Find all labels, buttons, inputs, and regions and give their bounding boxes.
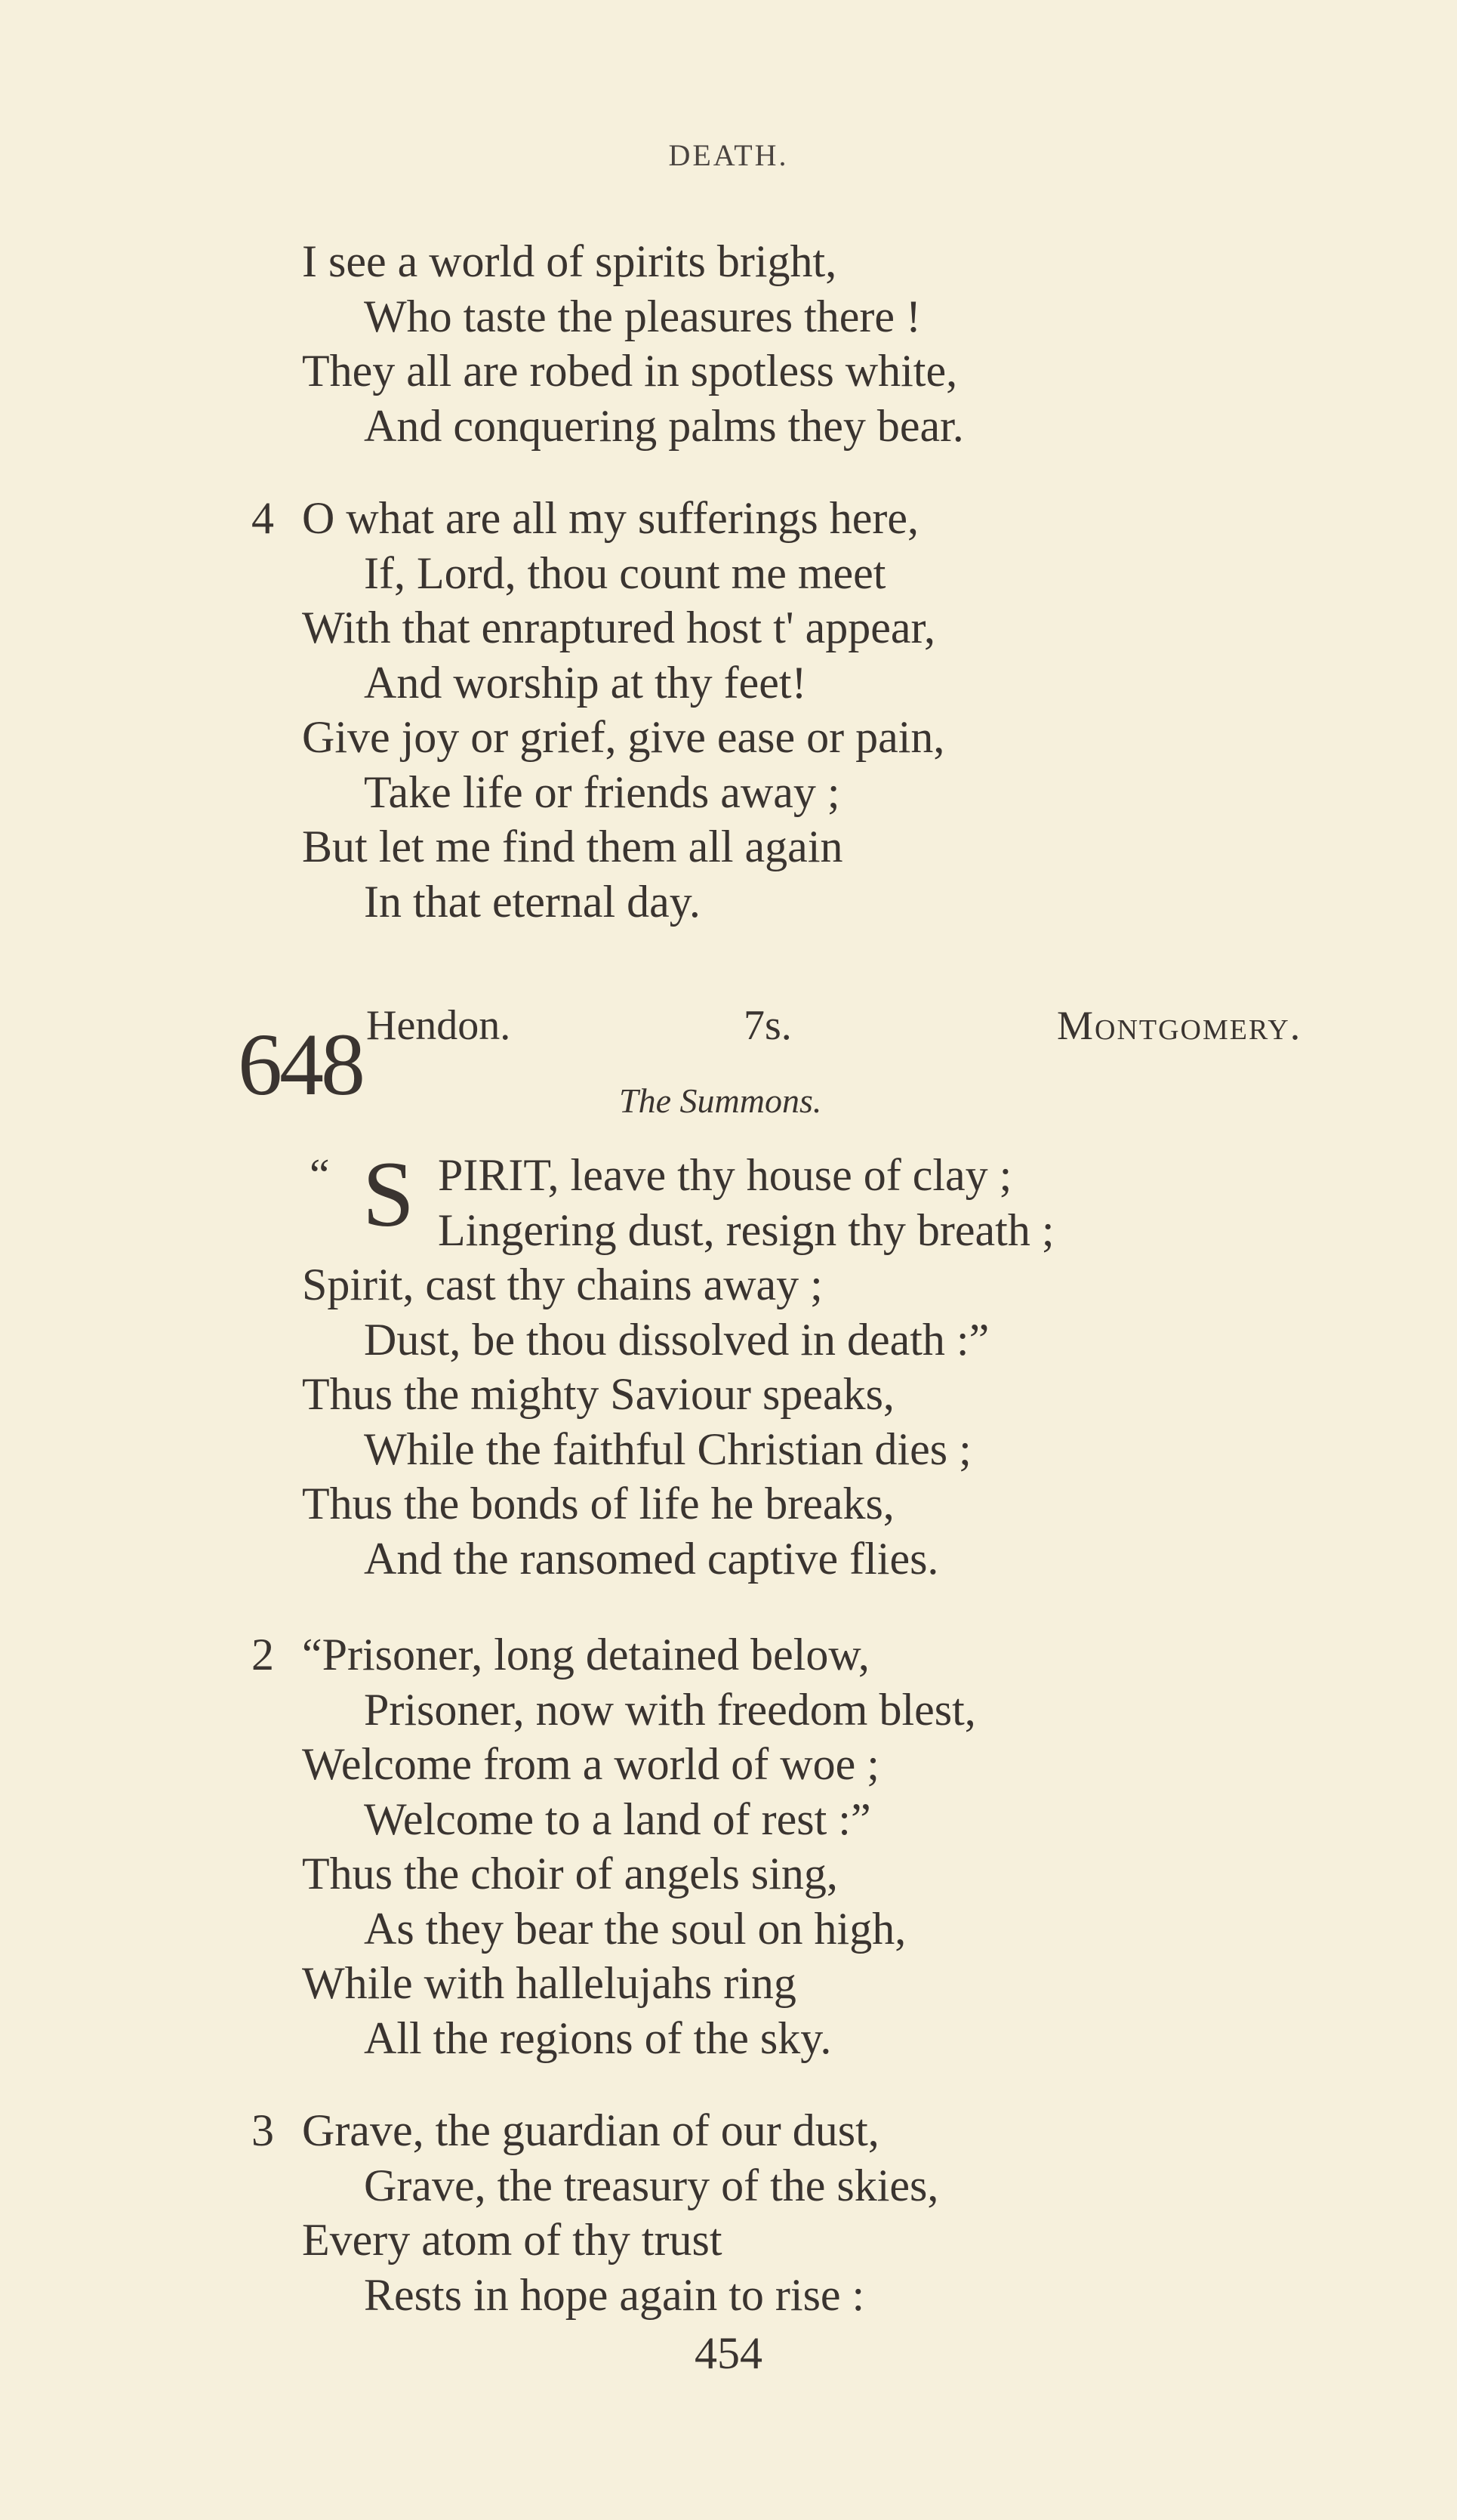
- verse-line: Lingering dust, resign thy breath ;: [438, 1204, 1055, 1255]
- stanza-number: 3: [251, 2105, 274, 2155]
- meter: 7s.: [744, 1002, 792, 1049]
- verse-line: Every atom of thy trust: [302, 2215, 722, 2265]
- stanza-number: 2: [251, 1630, 274, 1679]
- verse-line: O what are all my sufferings here,: [302, 493, 919, 543]
- hymn-title: The Summons.: [619, 1081, 822, 1120]
- drop-cap: S: [362, 1143, 414, 1246]
- verse-line: Welcome from a world of woe ;: [302, 1739, 879, 1789]
- verse-line: Grave, the treasury of the skies,: [364, 2160, 939, 2210]
- tune-name: Hendon.: [366, 1002, 511, 1049]
- verse-line: Give joy or grief, give ease or pain,: [302, 712, 945, 762]
- verse-line: If, Lord, thou count me meet: [364, 547, 886, 598]
- verse-line: While the faithful Christian dies ;: [364, 1423, 972, 1474]
- running-header: DEATH.: [668, 138, 789, 172]
- verse-line: Spirit, cast thy chains away ;: [302, 1260, 823, 1309]
- verse-line: Thus the bonds of life he breaks,: [302, 1479, 895, 1528]
- verse-line: With that enraptured host t' appear,: [302, 603, 936, 652]
- verse-line: Dust, be thou dissolved in death :”: [364, 1314, 990, 1365]
- verse-line: Thus the mighty Saviour speaks,: [302, 1369, 895, 1419]
- stanza-continued: [302, 234, 1397, 453]
- open-quote: “: [310, 1150, 330, 1200]
- verse-line: Welcome to a land of rest :”: [364, 1794, 871, 1844]
- verse-line: Who taste the pleasures there !: [364, 291, 922, 341]
- verse-line: Thus the choir of angels sing,: [302, 1849, 838, 1898]
- stanza-4: [251, 491, 1397, 929]
- verse-line: While with hallelujahs ring: [302, 1958, 796, 2008]
- stanza-1: [302, 1143, 1397, 1586]
- verse-line: As they bear the soul on high,: [364, 1903, 907, 1954]
- verse-line: Rests in hope again to rise :: [364, 2269, 865, 2320]
- hymn-number: 648: [238, 1015, 362, 1114]
- stanza-3: [251, 2103, 1397, 2322]
- stanza-number: 4: [251, 493, 274, 543]
- verse-line: All the regions of the sky.: [364, 2013, 832, 2063]
- verse-line: PIRIT, leave thy house of clay ;: [438, 1150, 1012, 1200]
- stanza-2: [251, 1627, 1397, 2065]
- verse-line: And conquering palms they bear.: [364, 400, 964, 451]
- verse-line: And worship at thy feet!: [364, 657, 807, 708]
- verse-line: They all are robed in spotless white,: [302, 346, 958, 396]
- verse-line: But let me find them all again: [302, 822, 843, 871]
- verse-line: Prisoner, now with freedom blest,: [364, 1684, 976, 1735]
- verse-line: In that eternal day.: [364, 876, 701, 927]
- verse-line: Grave, the guardian of our dust,: [302, 2105, 879, 2155]
- verse-line: And the ransomed captive flies.: [364, 1533, 939, 1584]
- verse-line: Take life or friends away ;: [364, 766, 840, 817]
- verse-line: “Prisoner, long detained below,: [302, 1630, 870, 1679]
- author: Montgomery.: [1057, 1003, 1302, 1048]
- verse-line: I see a world of spirits bright,: [302, 236, 837, 286]
- page-number: 454: [695, 2328, 762, 2378]
